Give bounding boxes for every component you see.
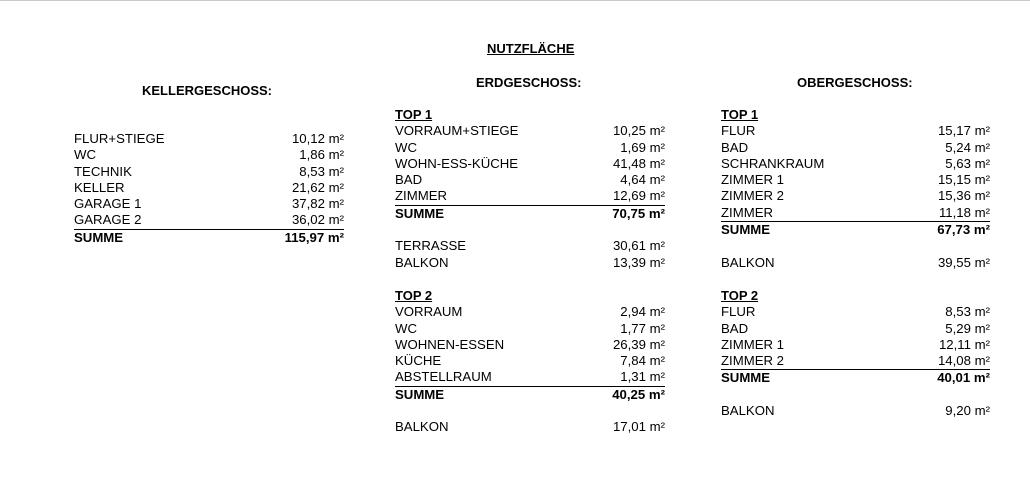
area-value: 41,48 m² xyxy=(612,155,665,171)
area-value: 8,53 m² xyxy=(299,163,344,179)
sum-label: SUMME xyxy=(721,222,771,238)
area-value: 1,69 m² xyxy=(620,139,665,155)
table-row xyxy=(395,337,665,353)
sum-label: SUMME xyxy=(395,205,445,221)
area-value: 8,53 m² xyxy=(945,304,990,320)
table-row xyxy=(721,337,990,353)
sum-row xyxy=(74,230,344,246)
table-row xyxy=(395,304,665,320)
area-value: 15,17 m² xyxy=(937,123,990,139)
room-label: TERRASSE xyxy=(395,238,467,254)
room-label: WC xyxy=(395,320,417,336)
room-label: VORRAUM+STIEGE xyxy=(395,123,519,139)
sum-value: 40,25 m² xyxy=(612,386,665,402)
table-row xyxy=(395,321,665,337)
room-label: ZIMMER 2 xyxy=(721,188,785,204)
area-value: 21,62 m² xyxy=(291,179,344,195)
area-value: 14,08 m² xyxy=(937,353,990,369)
table-row xyxy=(721,172,990,188)
room-label: BAD xyxy=(395,172,423,188)
table-row xyxy=(395,419,665,435)
table-row xyxy=(721,255,990,271)
area-value: 5,63 m² xyxy=(945,155,990,171)
area-value: 1,86 m² xyxy=(299,147,344,163)
obergeschoss-top1-table xyxy=(721,107,990,271)
table-row xyxy=(395,238,665,254)
room-label: ZIMMER 1 xyxy=(721,336,785,352)
table-row xyxy=(395,172,665,188)
table-row xyxy=(721,403,990,419)
room-label: WOHN-ESS-KÜCHE xyxy=(395,155,519,171)
area-value: 7,84 m² xyxy=(620,353,665,369)
area-value: 5,29 m² xyxy=(945,320,990,336)
area-value: 2,94 m² xyxy=(620,304,665,320)
kellergeschoss-table xyxy=(74,131,344,246)
room-label: WC xyxy=(74,147,96,163)
room-label: BALKON xyxy=(721,254,775,270)
sum-label: SUMME xyxy=(721,370,771,386)
area-value: 15,36 m² xyxy=(937,188,990,204)
area-value: 4,64 m² xyxy=(620,172,665,188)
room-label: FLUR+STIEGE xyxy=(74,131,165,146)
room-label: ABSTELLRAUM xyxy=(395,369,492,385)
area-value: 39,55 m² xyxy=(937,254,990,270)
sum-label: SUMME xyxy=(395,386,445,402)
sum-row xyxy=(395,387,665,403)
area-value: 26,39 m² xyxy=(612,336,665,352)
area-value: 10,12 m² xyxy=(291,131,344,146)
room-label: WC xyxy=(395,139,417,155)
area-value: 37,82 m² xyxy=(291,196,344,212)
room-label: BALKON xyxy=(721,403,775,419)
table-row xyxy=(74,164,344,180)
table-row xyxy=(721,304,990,320)
sum-row xyxy=(721,370,990,386)
room-label: GARAGE 2 xyxy=(74,212,142,228)
area-value: 12,11 m² xyxy=(938,336,990,352)
room-label: VORRAUM xyxy=(395,304,463,320)
obergeschoss-top2-table xyxy=(721,288,990,419)
table-row xyxy=(721,156,990,172)
area-value: 30,61 m² xyxy=(612,238,665,254)
table-row xyxy=(74,196,344,212)
sum-row xyxy=(395,206,665,222)
area-value: 15,15 m² xyxy=(937,172,990,188)
table-row xyxy=(395,353,665,369)
table-row xyxy=(721,321,990,337)
room-label: FLUR xyxy=(721,304,756,320)
room-label: BAD xyxy=(721,139,749,155)
table-row xyxy=(74,212,344,229)
sum-value: 115,97 m² xyxy=(284,229,344,245)
top1-title: TOP 1 xyxy=(395,107,433,122)
area-value: 5,24 m² xyxy=(945,139,990,155)
table-row xyxy=(395,156,665,172)
top2-title: TOP 2 xyxy=(721,288,759,303)
table-row xyxy=(721,353,990,370)
table-row xyxy=(395,123,665,139)
table-row xyxy=(395,255,665,271)
room-label: ZIMMER xyxy=(395,188,448,204)
room-label: GARAGE 1 xyxy=(74,196,142,212)
room-label: ZIMMER 2 xyxy=(721,353,785,369)
room-label: SCHRANKRAUM xyxy=(721,155,825,171)
table-row xyxy=(721,140,990,156)
table-row xyxy=(395,369,665,386)
top2-title: TOP 2 xyxy=(395,288,433,303)
area-value: 1,31 m² xyxy=(620,369,665,385)
room-label: TECHNIK xyxy=(74,163,132,179)
room-label: WOHNEN-ESSEN xyxy=(395,336,505,352)
erdgeschoss-top1-table xyxy=(395,107,665,271)
area-value: 10,25 m² xyxy=(612,123,665,139)
top-border xyxy=(0,0,1030,1)
area-value: 13,39 m² xyxy=(612,254,665,270)
sum-value: 70,75 m² xyxy=(612,205,665,221)
room-label: BALKON xyxy=(395,254,449,270)
room-label: BALKON xyxy=(395,419,449,435)
area-value: 12,69 m² xyxy=(612,188,665,204)
table-row xyxy=(395,140,665,156)
room-label: KÜCHE xyxy=(395,353,442,369)
area-value: 1,77 m² xyxy=(620,320,665,336)
sum-value: 40,01 m² xyxy=(937,370,990,386)
sum-label: SUMME xyxy=(74,229,124,245)
erdgeschoss-top2-table xyxy=(395,288,665,436)
area-value: 36,02 m² xyxy=(291,212,344,228)
table-row xyxy=(721,123,990,139)
room-label: ZIMMER xyxy=(721,204,774,220)
kellergeschoss-heading: KELLERGESCHOSS: xyxy=(142,83,273,98)
table-row xyxy=(395,188,665,205)
area-value: 11,18 m² xyxy=(938,204,990,220)
room-label: FLUR xyxy=(721,123,756,139)
top1-title: TOP 1 xyxy=(721,107,759,122)
room-label: ZIMMER 1 xyxy=(721,172,785,188)
area-value: 17,01 m² xyxy=(612,419,665,435)
sum-value: 67,73 m² xyxy=(937,222,990,238)
erdgeschoss-heading: ERDGESCHOSS: xyxy=(476,75,582,90)
room-label: KELLER xyxy=(74,179,125,195)
table-row xyxy=(721,205,990,222)
obergeschoss-heading: OBERGESCHOSS: xyxy=(797,75,913,90)
table-row xyxy=(74,180,344,196)
room-label: BAD xyxy=(721,320,749,336)
page-title: NUTZFLÄCHE xyxy=(487,41,575,56)
table-row xyxy=(721,188,990,204)
table-row xyxy=(74,131,344,147)
table-row xyxy=(74,147,344,163)
sum-row xyxy=(721,222,990,238)
area-value: 9,20 m² xyxy=(945,403,990,419)
